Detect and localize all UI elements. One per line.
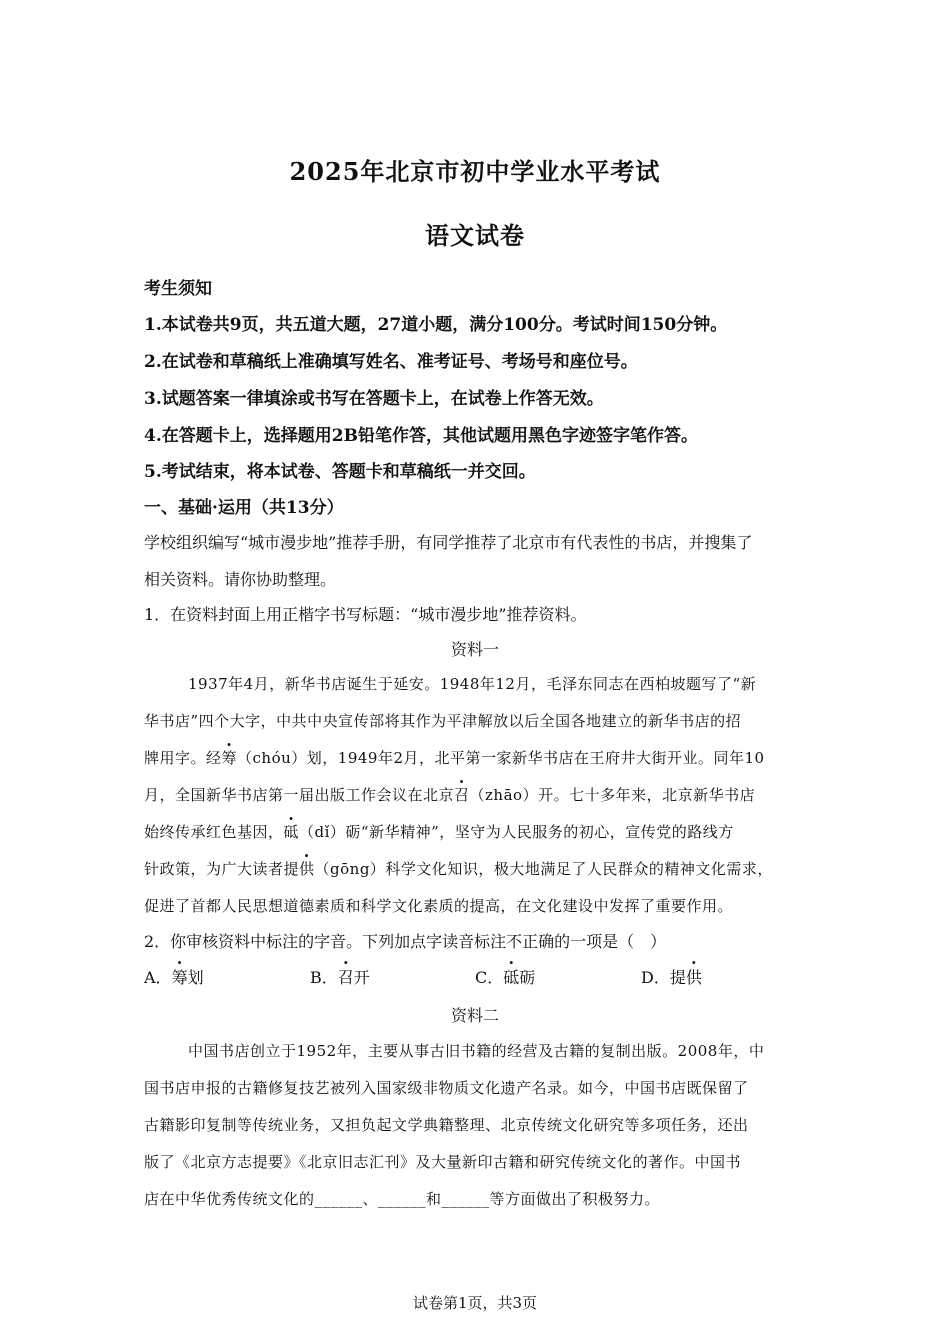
material-1-line-6: [144, 858, 814, 879]
material-1-line-4: [144, 784, 814, 805]
material-1-line-7: 促进了首都人民思想道德素质和科学文化素质的提高，在文化建设中发挥了重要作用。: [144, 897, 734, 915]
text-segment: 牌用字。经: [144, 749, 222, 767]
dotted-char: 筹: [171, 968, 188, 987]
dotted-char: 砥: [503, 968, 520, 987]
question-2: 2．你审核资料中标注的字音。下列加点字读音标注不正确的一项是（ ）: [144, 932, 667, 951]
material-2-line-5: 店在中华优秀传统文化的______、______和______等方面做出了积极努力。: [144, 1190, 661, 1208]
dotted-char: 筹: [221, 749, 238, 767]
notice-item-1: 1.本试卷共9页，共五道大题，27道小题，满分100分。考试时间150分钟。: [144, 315, 728, 335]
text-segment: （gōng）科学文化知识，极大地满足了人民群众的精神文化需求，: [314, 860, 773, 878]
text-segment: 始终传承红色基因，: [144, 823, 284, 841]
text-segment: 针政策，为广大读者提: [144, 860, 300, 878]
text-segment: （chóu）划，1949年2月，北平第一家新华书店在王府井大街开业。同年10: [237, 749, 765, 767]
option-label: B．: [310, 968, 338, 987]
material-2-line-4: 版了《北京方志提要》《北京旧志汇刊》及大量新印古籍和研究传统文化的著作。中国书: [144, 1153, 742, 1171]
section-intro-line-2: 相关资料。请你协助整理。: [144, 570, 337, 589]
option-text: 开: [353, 968, 370, 987]
material-1-label: 资料一: [450, 640, 499, 659]
option-b[interactable]: [310, 965, 370, 988]
section-heading: 一、基础·运用（共13分）: [144, 498, 344, 518]
material-1-line-5: [144, 821, 814, 842]
exam-title: 2025年北京市初中学业水平考试: [289, 157, 661, 186]
dotted-char: 召: [454, 786, 470, 804]
option-text: 砺: [519, 968, 536, 987]
option-a[interactable]: [144, 965, 204, 988]
exam-subtitle: 语文试卷: [425, 221, 525, 250]
dotted-char: 供: [685, 968, 702, 987]
option-text: 划: [187, 968, 204, 987]
notice-item-5: 5.考试结束，将本试卷、答题卡和草稿纸一并交回。: [144, 462, 536, 482]
option-label: A．: [144, 968, 172, 987]
material-2-label: 资料二: [450, 1006, 499, 1025]
dotted-char: 砥: [283, 823, 300, 841]
text-segment: 月，全国新华书店第一届出版工作会议在北京: [144, 786, 455, 804]
dotted-char: 召: [337, 968, 354, 987]
material-1-line-3: [144, 747, 814, 768]
option-c[interactable]: [475, 965, 535, 988]
notice-item-2: 2.在试卷和草稿纸上准确填写姓名、准考证号、考场号和座位号。: [144, 352, 638, 372]
material-2-line-2: 国书店申报的古籍修复技艺被列入国家级非物质文化遗产名录。如今，中国书店既保留了: [144, 1079, 749, 1097]
page-footer: 试卷第1页，共3页: [412, 1294, 538, 1312]
dotted-char: 供: [299, 860, 315, 878]
section-intro-line-1: 学校组织编写“城市漫步地”推荐手册，有同学推荐了北京市有代表性的书店，并搜集了: [144, 533, 753, 552]
material-1-line-2: 华书店”四个大字，中共中央宣传部将其作为平津解放以后全国各地建立的新华书店的招: [144, 712, 742, 730]
option-label: D．提: [641, 968, 686, 987]
option-d[interactable]: [641, 965, 702, 988]
notice-item-3: 3.试题答案一律填涂或书写在答题卡上，在试卷上作答无效。: [144, 389, 604, 409]
material-2-line-3: 古籍影印复制等传统业务，又担负起文学典籍整理、北京传统文化研究等多项任务，还出: [144, 1116, 749, 1134]
material-2-line-1: 中国书店创立于1952年，主要从事古旧书籍的经营及古籍的复制出版。2008年，中: [188, 1042, 765, 1060]
text-segment: （zhāo）开。七十多年来，北京新华书店: [469, 786, 756, 804]
material-1-line-1: 1937年4月，新华书店诞生于延安。1948年12月，毛泽东同志在西柏坡题写了“新: [188, 675, 757, 693]
text-segment: （dǐ）砺“新华精神”，坚守为人民服务的初心，宣传党的路线方: [299, 823, 734, 841]
question-1: 1．在资料封面上用正楷字书写标题：“城市漫步地”推荐资料。: [144, 605, 587, 624]
notice-heading: 考生须知: [144, 279, 212, 299]
notice-item-4: 4.在答题卡上，选择题用2B铅笔作答，其他试题用黑色字迹签字笔作答。: [144, 426, 698, 446]
option-label: C．: [475, 968, 504, 987]
